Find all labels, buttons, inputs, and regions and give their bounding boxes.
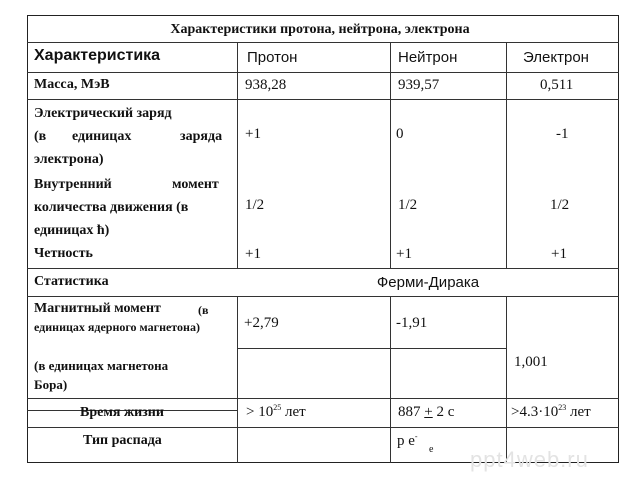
spin-label-line1a: Внутренний [34, 177, 112, 192]
lifetime-electron-unit: лет [566, 404, 591, 420]
parity-proton: +1 [245, 246, 261, 262]
lifetime-label: Время жизни [80, 405, 164, 420]
spin-label-line3: единицах ħ) [34, 223, 110, 238]
mass-neutron: 939,57 [398, 77, 440, 93]
charge-electron: -1 [556, 126, 569, 142]
table-title: Характеристики протона, нейтрона, электрона [170, 22, 470, 37]
header-neutron: Нейтрон [398, 49, 458, 66]
decay-neutron-main: p e [397, 433, 415, 449]
lifetime-neutron-rest: 2 с [432, 404, 455, 420]
magnetic-label-small1: (в [198, 303, 209, 317]
spin-proton: 1/2 [245, 197, 265, 213]
lifetime-neutron-pm: + [424, 404, 433, 420]
row-divider [27, 427, 619, 428]
header-characteristic: Характеристика [34, 47, 161, 64]
col-divider [506, 42, 507, 268]
parity-label: Четность [34, 246, 93, 261]
decay-neutron-sub: e [429, 444, 434, 455]
row-divider [27, 268, 619, 269]
charge-label-line2c: заряда [180, 129, 223, 144]
mass-label: Масса, МэВ [34, 77, 110, 92]
bohr-label-line1: (в единицах магнетона [34, 358, 169, 373]
row-divider [27, 72, 619, 73]
magnetic-proton: +2,79 [244, 315, 279, 331]
lifetime-electron-base: >4.3·10 [511, 404, 559, 420]
charge-label-line2a: (в [34, 129, 47, 144]
parity-neutron: +1 [396, 246, 412, 262]
charge-label-line3: электрона) [34, 152, 104, 167]
lifetime-proton-base: > 10 [246, 404, 274, 420]
row-divider [27, 42, 619, 43]
mass-proton: 938,28 [245, 77, 287, 93]
parity-electron: +1 [551, 246, 567, 262]
lifetime-proton [246, 404, 306, 421]
mass-electron: 0,511 [540, 77, 574, 93]
row-divider [27, 99, 619, 100]
spin-electron: 1/2 [550, 197, 570, 213]
col-divider [390, 296, 391, 463]
lifetime-proton-exp: 25 [273, 403, 282, 412]
decay-neutron-sup: - [414, 432, 418, 441]
magnetic-neutron: -1,91 [396, 315, 428, 331]
charge-label-line1: Электрический заряд [34, 106, 172, 121]
header-proton: Протон [247, 49, 298, 66]
particle-table [27, 15, 619, 463]
statistics-label: Статистика [34, 274, 109, 289]
header-electron: Электрон [523, 49, 589, 66]
col-divider [237, 296, 238, 463]
bohr-electron: 1,001 [514, 354, 548, 370]
row-divider [27, 398, 619, 399]
col-divider [237, 42, 238, 268]
row-divider [237, 348, 507, 349]
col-divider [390, 42, 391, 268]
bohr-label-line2: Бора) [34, 377, 68, 392]
col-divider [506, 296, 507, 463]
spin-neutron: 1/2 [398, 197, 418, 213]
row-divider [27, 296, 619, 297]
lifetime-proton-unit: лет [281, 404, 306, 420]
lifetime-neutron [398, 404, 454, 421]
spin-label-line2: количества движения (в [34, 200, 189, 215]
lifetime-neutron-value: 887 [398, 404, 421, 420]
magnetic-label-main: Магнитный момент [34, 301, 161, 316]
spin-label-line1b: момент [172, 177, 219, 192]
lifetime-electron-exp: 23 [558, 403, 567, 412]
watermark: ppt4web.ru [470, 447, 589, 472]
charge-neutron: 0 [396, 126, 404, 142]
decay-neutron [397, 433, 418, 450]
decay-label: Тип распада [83, 433, 162, 448]
charge-label-line2b: единицах [72, 129, 132, 144]
lifetime-electron [511, 404, 591, 421]
statistics-value: Ферми-Дирака [376, 274, 480, 291]
charge-proton: +1 [245, 126, 261, 142]
magnetic-label-small2: единицах ядерного магнетона) [34, 320, 200, 334]
